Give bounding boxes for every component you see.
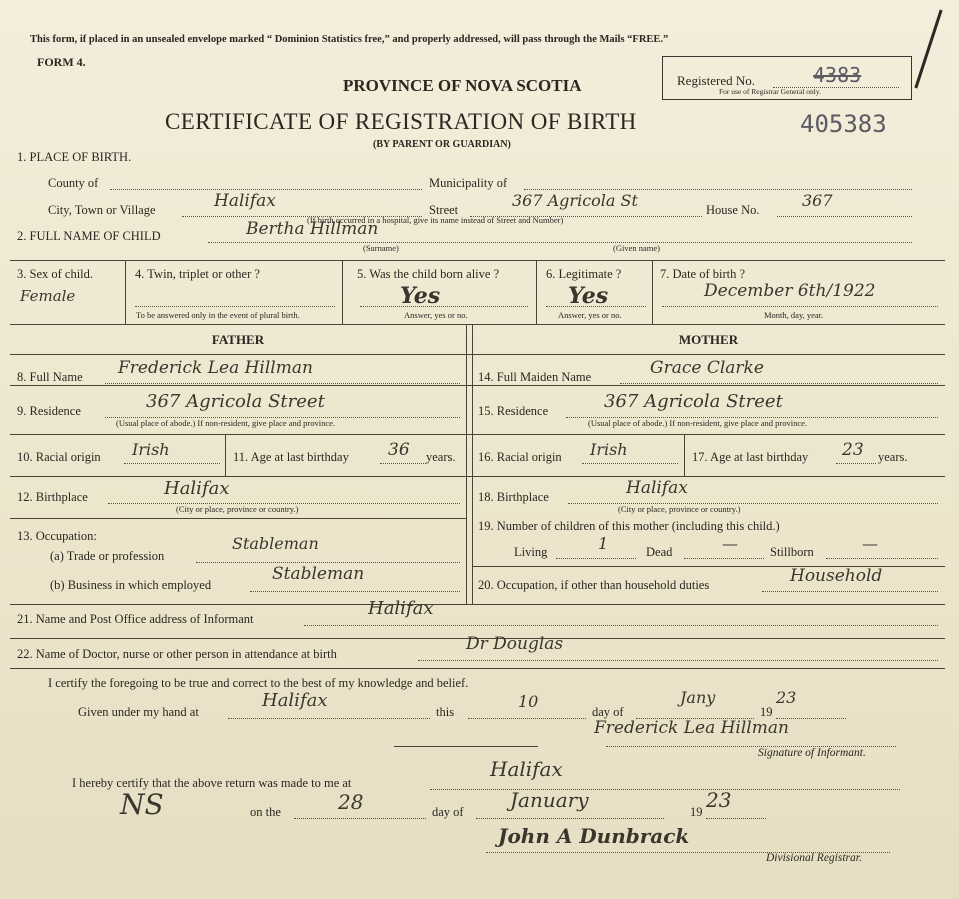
county-label: County of bbox=[48, 176, 99, 190]
father-age-label: 11. Age at last birthday bbox=[233, 450, 349, 464]
divisional-registrar-label: Divisional Registrar. bbox=[766, 852, 862, 864]
mother-racial-value: Irish bbox=[590, 440, 628, 459]
alive-value: Yes bbox=[400, 283, 441, 309]
sex-label: 3. Sex of child. bbox=[17, 267, 94, 281]
father-age-years: years. bbox=[426, 450, 456, 464]
mother-age-label: 17. Age at last birthday bbox=[692, 450, 809, 464]
given-year-value: 23 bbox=[776, 688, 797, 707]
form-number: FORM 4. bbox=[37, 55, 86, 69]
place-heading: 1. PLACE OF BIRTH. bbox=[17, 150, 132, 164]
given-year-prefix: 19 bbox=[760, 705, 773, 719]
alive-note: Answer, yes or no. bbox=[404, 310, 468, 320]
street-label: Street bbox=[429, 203, 459, 217]
mother-occupation-label: 20. Occupation, if other than household duties bbox=[478, 578, 710, 592]
father-residence-value: 367 Agricola Street bbox=[146, 391, 325, 412]
twin-label: 4. Twin, triplet or other ? bbox=[135, 267, 260, 281]
province-heading: PROVINCE OF NOVA SCOTIA bbox=[343, 76, 582, 95]
mother-name-value: Grace Clarke bbox=[650, 358, 764, 378]
mail-notice: This form, if placed in an unsealed envelope marked “ Dominion Statistics free,” and properly addressed, will pass through the Mails “FREE.” bbox=[30, 34, 669, 45]
father-birthplace-label: 12. Birthplace bbox=[17, 490, 88, 504]
twin-note: To be answered only in the event of plural birth. bbox=[136, 310, 300, 320]
registrar-certify-text: I hereby certify that the above return was made to me at bbox=[72, 776, 352, 790]
living-value: 1 bbox=[598, 534, 609, 553]
registered-box bbox=[662, 56, 912, 100]
legitimate-label: 6. Legitimate ? bbox=[546, 267, 622, 281]
father-age-value: 36 bbox=[388, 440, 410, 460]
house-label: House No. bbox=[706, 203, 760, 217]
trade-label: (a) Trade or profession bbox=[50, 549, 165, 563]
registrar-place-value: Halifax bbox=[490, 757, 563, 781]
father-birthplace-note: (City or place, province or country.) bbox=[176, 504, 299, 514]
pen-mark bbox=[914, 10, 942, 89]
informant-label: 21. Name and Post Office address of Informant bbox=[17, 612, 254, 626]
trade-value: Stableman bbox=[232, 534, 319, 553]
given-month-value: Jany bbox=[680, 688, 716, 707]
house-value: 367 bbox=[802, 191, 833, 210]
hospital-note: (If birth occurred in a hospital, give its name instead of Street and Number) bbox=[307, 215, 564, 225]
dob-label: 7. Date of birth ? bbox=[660, 267, 746, 281]
mother-name-label: 14. Full Maiden Name bbox=[478, 370, 592, 384]
registered-label: Registered No. bbox=[677, 73, 755, 88]
stamp-number: 405383 bbox=[800, 110, 887, 138]
legitimate-value: Yes bbox=[568, 283, 609, 309]
registrar-signature: John A Dunbrack bbox=[498, 824, 690, 848]
mother-occupation-value: Household bbox=[790, 566, 883, 586]
given-dayof-label: day of bbox=[592, 705, 624, 719]
father-name-value: Frederick Lea Hillman bbox=[118, 358, 313, 378]
signature-informant-label: Signature of Informant. bbox=[758, 747, 866, 759]
page-title: CERTIFICATE OF REGISTRATION OF BIRTH bbox=[165, 109, 637, 134]
informant-signature: Frederick Lea Hillman bbox=[594, 718, 789, 738]
informant-value: Halifax bbox=[368, 598, 434, 619]
child-name-label: 2. FULL NAME OF CHILD bbox=[17, 229, 161, 243]
dob-value: December 6th/1922 bbox=[704, 281, 876, 301]
page-subtitle: (BY PARENT OR GUARDIAN) bbox=[373, 139, 511, 150]
alive-label: 5. Was the child born alive ? bbox=[357, 267, 500, 281]
registrar-use-note: For use of Registrar General only. bbox=[719, 87, 821, 96]
father-name-label: 8. Full Name bbox=[17, 370, 83, 384]
dead-value: — bbox=[722, 534, 738, 553]
stillborn-value: — bbox=[862, 534, 878, 553]
business-value: Stableman bbox=[272, 564, 365, 584]
father-racial-label: 10. Racial origin bbox=[17, 450, 101, 464]
mother-age-value: 23 bbox=[842, 440, 864, 460]
father-residence-note: (Usual place of abode.) If non-resident, give place and province. bbox=[116, 418, 336, 428]
given-name-note: (Given name) bbox=[613, 243, 660, 253]
certify-text: I certify the foregoing to be true and correct to the best of my knowledge and belief. bbox=[48, 676, 469, 690]
registrar-year-value: 23 bbox=[706, 788, 732, 812]
registrar-day-value: 28 bbox=[338, 790, 364, 814]
registrar-initials: NS bbox=[120, 788, 164, 821]
dead-label: Dead bbox=[646, 545, 673, 559]
sex-value: Female bbox=[20, 287, 76, 305]
legitimate-note: Answer, yes or no. bbox=[558, 310, 622, 320]
city-value: Halifax bbox=[214, 191, 276, 211]
child-name-value: Bertha Hillman bbox=[246, 219, 379, 239]
given-place-value: Halifax bbox=[262, 690, 328, 711]
registrar-month-value: January bbox=[510, 788, 589, 812]
father-birthplace-value: Halifax bbox=[164, 478, 230, 499]
given-day-value: 10 bbox=[518, 692, 539, 711]
business-label: (b) Business in which employed bbox=[50, 578, 212, 592]
mother-residence-label: 15. Residence bbox=[478, 404, 549, 418]
doctor-value: Dr Douglas bbox=[466, 634, 564, 654]
mother-heading: MOTHER bbox=[678, 332, 739, 347]
mother-residence-note: (Usual place of abode.) If non-resident, give place and province. bbox=[588, 418, 808, 428]
mother-age-years: years. bbox=[878, 450, 908, 464]
dob-note: Month, day, year. bbox=[764, 310, 824, 320]
father-racial-value: Irish bbox=[132, 440, 170, 459]
on-the-label: on the bbox=[250, 805, 281, 819]
father-occupation-label: 13. Occupation: bbox=[17, 529, 97, 543]
mother-birthplace-label: 18. Birthplace bbox=[478, 490, 549, 504]
this-label: this bbox=[436, 705, 455, 719]
mother-birthplace-note: (City or place, province or country.) bbox=[618, 504, 741, 514]
father-residence-label: 9. Residence bbox=[17, 404, 81, 418]
children-label: 19. Number of children of this mother (including this child.) bbox=[478, 519, 780, 533]
street-value: 367 Agricola St bbox=[512, 191, 638, 210]
registrar-year-prefix: 19 bbox=[690, 805, 703, 819]
father-heading: FATHER bbox=[211, 332, 265, 347]
given-label: Given under my hand at bbox=[78, 705, 199, 719]
city-label: City, Town or Village bbox=[48, 203, 156, 217]
doctor-label: 22. Name of Doctor, nurse or other person in attendance at birth bbox=[17, 647, 337, 661]
stillborn-label: Stillborn bbox=[770, 545, 814, 559]
mother-residence-value: 367 Agricola Street bbox=[604, 391, 783, 412]
mother-birthplace-value: Halifax bbox=[626, 478, 688, 498]
municipality-label: Municipality of bbox=[429, 176, 508, 190]
living-label: Living bbox=[514, 545, 548, 559]
mother-racial-label: 16. Racial origin bbox=[478, 450, 562, 464]
registrar-dayof-label: day of bbox=[432, 805, 464, 819]
registered-number: 4383 bbox=[813, 63, 862, 87]
surname-note: (Surname) bbox=[363, 243, 399, 253]
